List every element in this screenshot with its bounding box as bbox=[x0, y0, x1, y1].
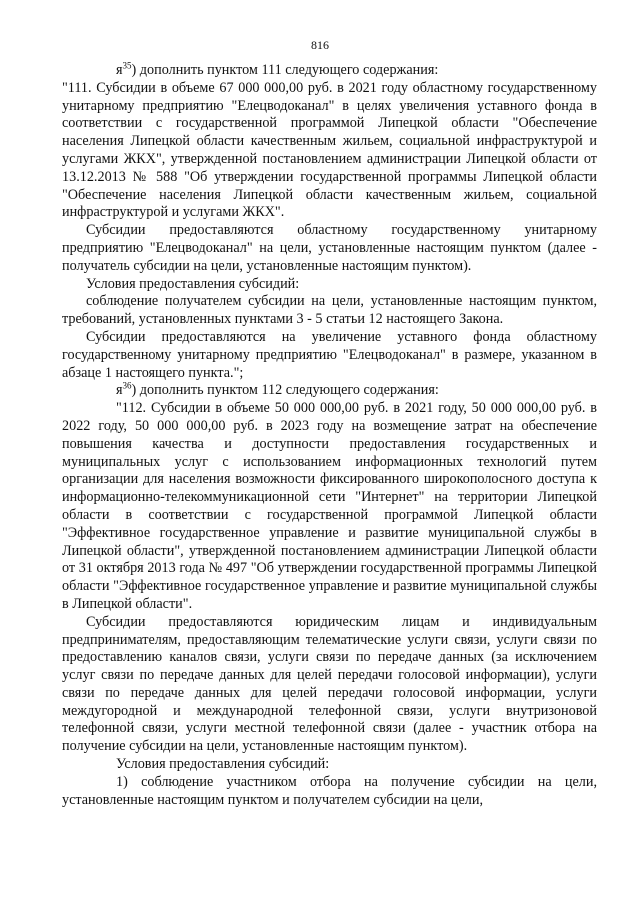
amendment-intro-text: ) дополнить пунктом 112 следующего содержания: bbox=[131, 382, 439, 399]
subitem-letter: я bbox=[116, 62, 123, 78]
clause-111-condition: соблюдение получателем субсидии на цели, установленные настоящим пунктом, требований, установленных пунктами 3 - 5 статьи 12 настоящего Закона. bbox=[62, 293, 597, 328]
clause-111-recipients: Субсидии предоставляются областному государственному унитарному предприятию "Елецводоканал" на цели, установленные настоящим пунктом (далее - получатель субсидии на цели, установленные настоящим пунктом). bbox=[62, 222, 597, 274]
clause-112-recipients: Субсидии предоставляются юридическим лицам и индивидуальным предпринимателям, предоставляющим телематические услуги связи, услуги связи по предоставлению каналов связи, услуги связи по передаче данных (за исключением услуг связи по передаче данных для целей передачи голосовой информации), услуги связи по передаче данных для целей передачи голосовой информации, услуги междугородной и международной телефонной связи, услуги внутризоновой телефонной связи, услуги местной телефонной связи (далее - участник отбора на получение субсидии на цели, установленные настоящим пунктом). bbox=[62, 613, 597, 755]
page-number: 816 bbox=[311, 38, 329, 52]
subitem-letter: я bbox=[116, 382, 123, 399]
amendment-intro-text: ) дополнить пунктом 111 следующего содержания: bbox=[131, 62, 439, 78]
subitem-number: 35 bbox=[122, 60, 132, 71]
clause-111-purpose: Субсидии предоставляются на увеличение уставного фонда областному государственному унитарному предприятию "Елецводоканал" в размере, указанном в абзаце 1 настоящего пункта."; bbox=[62, 328, 597, 381]
clause-112-condition-1: 1) соблюдение участником отбора на получение субсидии на цели, установленные настоящим пунктом и получателем субсидии на цели, bbox=[62, 773, 597, 808]
amendment-intro-111 bbox=[62, 62, 597, 80]
clause-111-text: "111. Субсидии в объеме 67 000 000,00 руб. в 2021 году областному государственному унитарному предприятию "Елецводоканал" в целях увеличения уставного фонда в соответствии с государственной программой Липецкой области "Обеспечение населения Липецкой области качественным жильем, социальной инфраструктурой и услугами ЖКХ", утвержденной постановлением администрации Липецкой области от 13.12.2013 № 588 "Об утверждении государственной программы Липецкой области "Обеспечение населения Липецкой области качественным жильем, социальной инфраструктурой и услугами ЖКХ". bbox=[62, 79, 597, 221]
clause-112-conditions-heading: Условия предоставления субсидий: bbox=[116, 756, 330, 773]
amendment-intro-112 bbox=[62, 382, 597, 400]
subitem-number: 36 bbox=[122, 380, 132, 391]
clause-111-conditions-heading: Условия предоставления субсидий: bbox=[86, 275, 300, 292]
clause-112-text: "112. Субсидии в объеме 50 000 000,00 руб. в 2021 году, 50 000 000,00 руб. в 2022 году, 50 000 000,00 руб. в 2023 году на возмещение затрат на обеспечение повышения качества и доступности предоставления государственных и муниципальных услуг с использованием информационных технологий путем организации для населения возможности фиксированного широкополосного доступа к информационно-телекоммуникационной сети "Интернет" на территории Липецкой области в соответствии с государственной программой Липецкой области "Эффективное государственное управление и развитие муниципальной службы в Липецкой области", утвержденной постановлением администрации Липецкой области от 31 октября 2013 года № 497 "Об утверждении государственной программы Липецкой области "Эффективное государственное управление и развитие муниципальной службы в Липецкой области". bbox=[62, 400, 597, 612]
document-body bbox=[62, 62, 597, 809]
